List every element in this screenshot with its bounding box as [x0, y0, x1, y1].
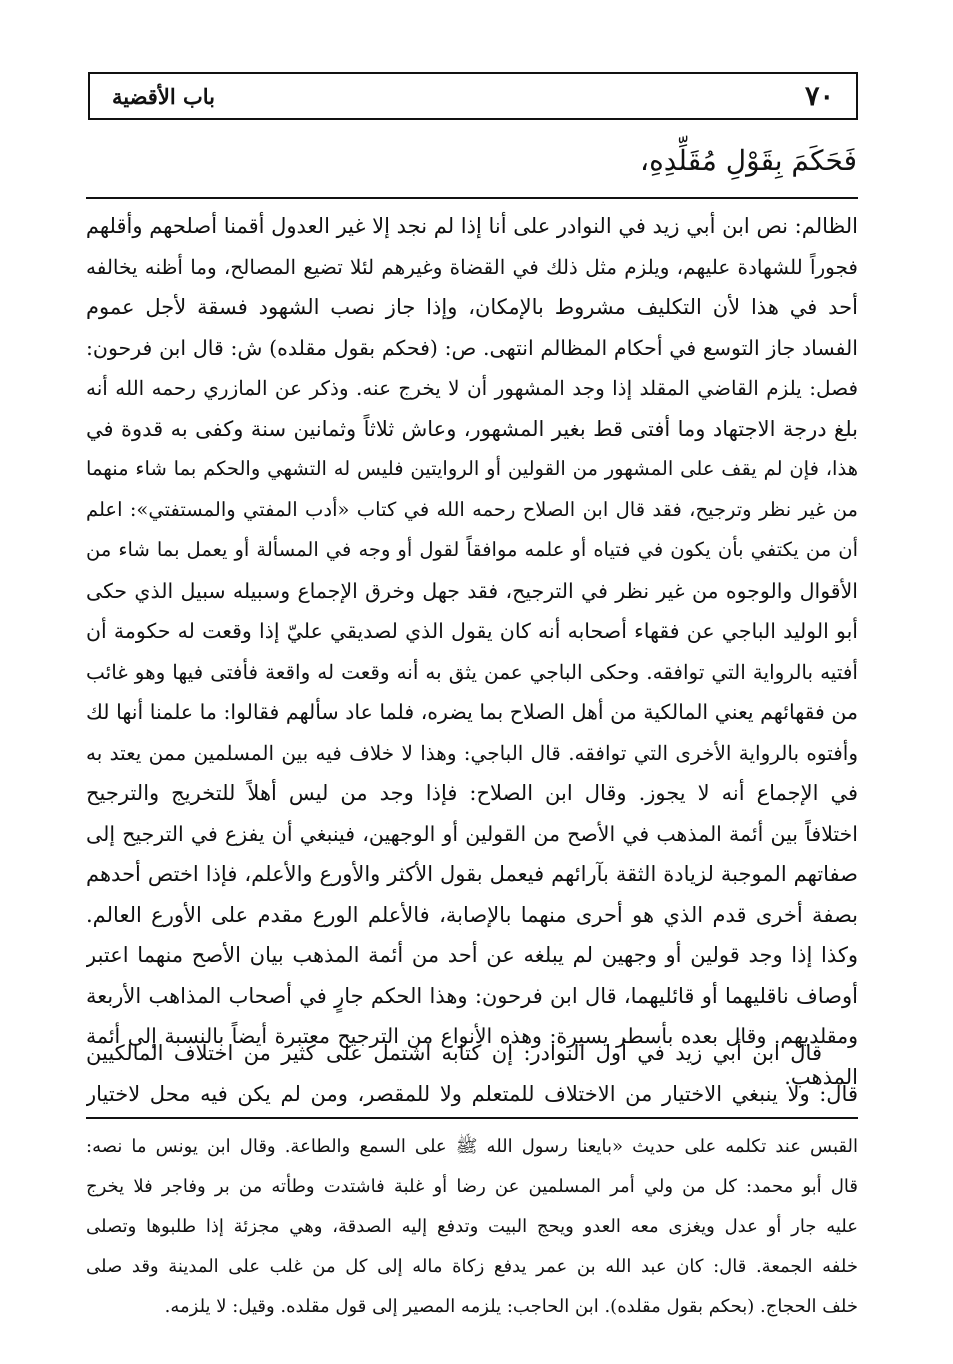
footnote-line: عليه جار أو عدل ويغزى معه العدو ويحج البيت وتدفع إليه الصدقة، وهي مجزئة إذا طلبوها وتصلى: [86, 1216, 858, 1237]
matn-divider: [86, 197, 858, 199]
text-line: قال: ولا ينبغي الاختيار من الاختلاف للمتعلم ولا للمقصر، ومن لم يكن فيه محل لاختيار: [86, 1081, 858, 1106]
text-line: هذا، فإن لم يقف على المشهور من القولين أو الروايتين فليس له التشهي والحكم بما شاء منهما: [86, 457, 858, 480]
footnote-line: خلفه الجمعة. قال: كان عبد الله بن عمر يدفع زكاة ماله إلى كل من غلب على المدينة وقد صلى: [86, 1256, 858, 1277]
text-line: الأقوال والوجوه من غير نظر في الترجيح، فقد جهل وخرق الإجماع وسبيله سبيل الذي حكى: [86, 578, 858, 603]
text-line: بلغ درجة الاجتهاد وما أفتى قط بغير المشهور، وعاش ثلاثاً وثمانين سنة وكفى به قدوة في: [86, 416, 858, 441]
text-line: بصفة أخرى قدم الذي هو أحرى منهما بالإصابة، فالأعلم الورع مقدم على الأورع العالم.: [86, 902, 858, 927]
text-line: المذهب.: [784, 1064, 858, 1089]
running-header: [88, 72, 858, 120]
text-line: ومقلديهم. وقال بعده بأسطر يسيرة: وهذه الأنواع من الترجيح معتبرة أيضاً بالنسبة إلى أئمة: [86, 1024, 858, 1048]
footnote-divider: [86, 1117, 858, 1119]
text-line: فجوراً للشهادة عليهم، ويلزم مثل ذلك في القضاة وغيرهم لئلا تضيع المصالح، وما أظنه يخالفه: [86, 254, 858, 279]
text-line: قال ابن أبي زيد في أول النوادر: إن كتابه اشتمل على كثير من اختلاف المالكيين: [86, 1041, 822, 1065]
text-line: وأفتوه بالرواية الأخرى التي توافقه. قال الباجي: وهذا لا خلاف فيه بين المسلمين ممن يعتد به: [86, 740, 858, 765]
footnote-line: القبس عند تكلمه على حديث «بايعنا رسول الله ﷺ على السمع والطاعة. وقال ابن يونس ما نصه:: [86, 1136, 858, 1157]
commentary-paragraph: [86, 206, 858, 1097]
text-line: أوصاف ناقليهما أو قائليهما، قال ابن فرحون: وهذا الحكم جارٍ في أصحاب المذاهب الأربعة: [86, 983, 858, 1008]
commentary-paragraph-2: [86, 1033, 858, 1114]
text-line: الظالم: نص ابن أبي زيد في النوادر على أنا إذا لم نجد إلا غير العدول أقمنا أصلحهم وأقلهم: [86, 214, 858, 238]
footnote-block: [86, 1127, 858, 1327]
text-line: أفتيه بالرواية التي توافقه. وحكى الباجي عمن يثق به أنه وقعت له واقعة فأفتى فيها وهو غائب: [86, 659, 858, 684]
text-line: أن من يكتفي بأن يكون في فتياه أو علمه موافقاً لقول أو وجه في المسألة أو يعمل بما شاء من: [86, 538, 858, 561]
text-line: أبو الوليد الباجي عن فقهاء أصحابه أنه كان يقول الذي لصديقي عليّ إذا وقعت له حكومة أن: [86, 619, 858, 643]
text-line: وكذا إذا وجد قولين أو وجهين لم يبلغه عن أحد من أئمة المذهب بيان الأصح منهما اعتبر: [86, 943, 858, 967]
text-line: من فقهائهم يعني المالكية من أهل الصلاح بما يضره، فلما عاد سألهم فقالوا: ما علمنا أنها لك: [86, 700, 858, 724]
matn-text: فَحَكَمَ بِقَوْلِ مُقَلِّدِهِ،: [640, 144, 857, 177]
text-line: أحد في هذا لأن التكليف مشروط بالإمكان، وإذا جاز نصب الشهود فسقة لأجل عموم: [86, 295, 858, 319]
page-number: ٧٠: [804, 80, 834, 112]
text-line: في الإجماع أنه لا يجوز. وقال ابن الصلاح: فإذا وجد من ليس أهلاً للتخريج والترجيح: [86, 781, 858, 805]
text-line: فصل: يلزم القاضي المقلد إذا وجد المشهور أن لا يخرج عنه. وذكر عن المازري رحمه الله أنه: [86, 376, 858, 400]
text-line: اختلافاً بين أئمة المذهب في الأصح من القولين أو الوجهين، فينبغي أن يفزع في الترجيح إلى: [86, 821, 858, 846]
text-line: من غير نظر وترجيح، فقد قال ابن الصلاح رحمه الله في كتاب «أدب المفتي والمستفتي»: اعلم: [86, 497, 858, 521]
footnote-line: خلف الحجاج. (بحكم بقول مقلده). ابن الحاجب: يلزمه المصير إلى قول مقلده. وقيل: لا يلزمه.: [164, 1296, 858, 1317]
text-line: الفساد جاز التوسع في أحكام المظالم انتهى. ص: (فحكم بقول مقلده) ش: قال ابن فرحون:: [86, 335, 858, 360]
text-line: صفاتهم الموجبة لزيادة الثقة بآرائهم فيعمل بقول الأكثر والأورع والأعلم، فإذا اختص أحدهم: [86, 862, 858, 886]
footnote-line: قال أبو محمد: كل من ولي أمر المسلمين عن رضا أو غلبة فاشتدت وطأته من بر وفاجر فلا يخرج: [86, 1176, 858, 1197]
chapter-title: باب الأقضية: [112, 83, 215, 109]
